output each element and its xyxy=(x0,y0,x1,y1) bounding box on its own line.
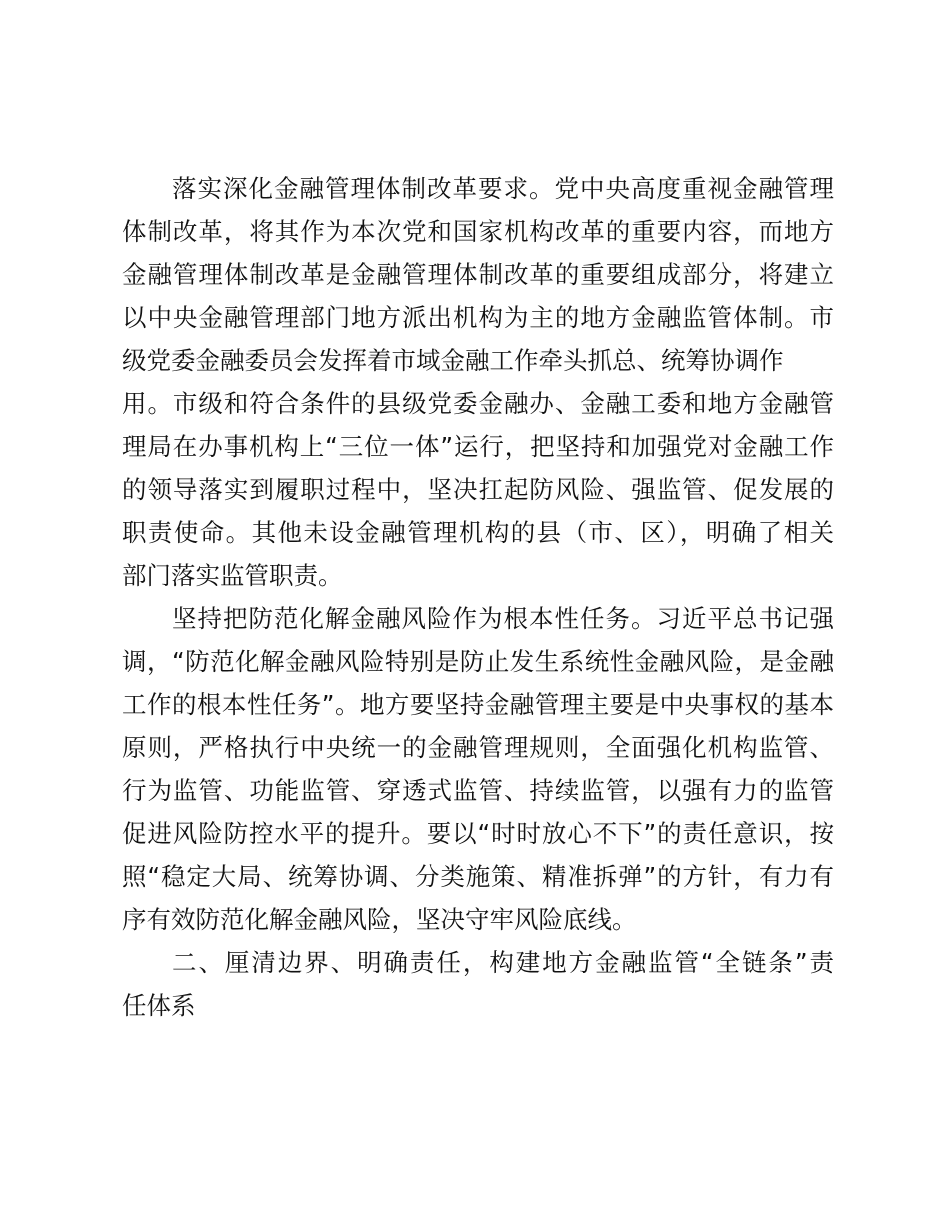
paragraph-2-line-5: 行为监管、功能监管、穿透式监管、持续监管，以强有力的监管 xyxy=(122,776,834,805)
paragraph-2-line-3: 工作的根本性任务”。地方要坚持金融管理主要是中央事权的基本 xyxy=(122,690,834,719)
paragraph-1-line-3: 金融管理体制改革是金融管理体制改革的重要组成部分，将建立 xyxy=(122,260,834,289)
paragraph-1-line-4: 以中央金融管理部门地方派出机构为主的地方金融监管体制。市 xyxy=(122,303,834,332)
document-body xyxy=(122,167,834,1027)
section-heading-line-2: 任体系 xyxy=(122,991,196,1020)
paragraph-1-line-7: 理局在办事机构上“三位一体”运行，把坚持和加强党对金融工作 xyxy=(122,432,834,461)
paragraph-1-line-9: 职责使命。其他未设金融管理机构的县（市、区），明确了相关 xyxy=(122,518,834,547)
paragraph-2-line-6: 促进风险防控水平的提升。要以“时时放心不下”的责任意识，按 xyxy=(122,819,834,848)
paragraph-1-line-1: 落实深化金融管理体制改革要求。党中央高度重视金融管理 xyxy=(172,174,834,203)
paragraph-2-line-8: 序有效防范化解金融风险，坚决守牢风险底线。 xyxy=(122,905,637,934)
paragraph-1-line-5: 级党委金融委员会发挥着市域金融工作牵头抓总、统筹协调作 xyxy=(122,346,784,375)
paragraph-2-line-2: 调，“防范化解金融风险特别是防止发生系统性金融风险，是金融 xyxy=(122,647,834,676)
paragraph-2-line-4: 原则，严格执行中央统一的金融管理规则，全面强化机构监管、 xyxy=(122,733,834,762)
paragraph-1-line-6: 用。市级和符合条件的县级党委金融办、金融工委和地方金融管 xyxy=(122,389,834,418)
paragraph-1-line-10: 部门落实监管职责。 xyxy=(122,561,343,590)
paragraph-1-line-2: 体制改革，将其作为本次党和国家机构改革的重要内容，而地方 xyxy=(122,217,834,246)
paragraph-2-line-7: 照“稳定大局、统筹协调、分类施策、精准拆弹”的方针，有力有 xyxy=(122,862,834,891)
paragraph-1-line-8: 的领导落实到履职过程中，坚决扛起防风险、强监管、促发展的 xyxy=(122,475,834,504)
paragraph-2-line-1: 坚持把防范化解金融风险作为根本性任务。习近平总书记强 xyxy=(172,604,834,633)
section-heading-line-1: 二、厘清边界、明确责任，构建地方金融监管“全链条”责 xyxy=(172,948,834,977)
